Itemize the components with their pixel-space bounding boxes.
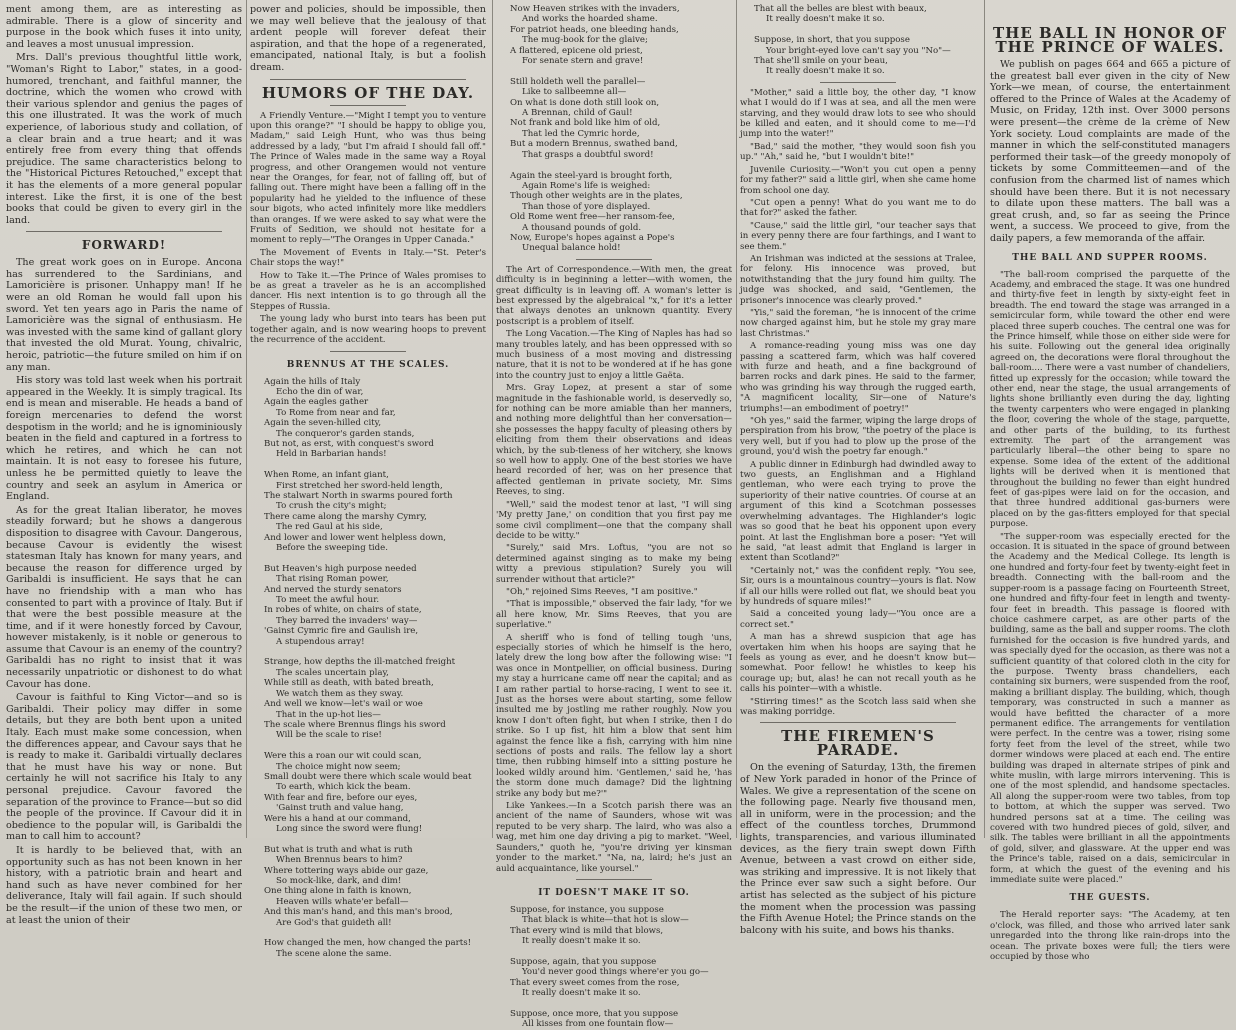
poem-line: That every sweet comes from the rose, xyxy=(510,977,680,988)
poem-line: Held in Barbarian hands! xyxy=(276,449,387,460)
paragraph: A Friendly Venture.—"Might I tempt you to venture upon this orange?" "I should be happy to oblige you, Madam," said Leigh Hunt, who was thus being addressed by a lady, "but I'm afraid I should fall off." The Prince of Wales made in the same way a Royal progress, and other Orangemen would not venture near the Oranges, for fear, not of falling off, but of falling out. There might have been a falling off in the popularity had he yielded to the influence of these sour bigots, who acted infinitely more like meddlers than oranges. If we were asked to say what were the Fruits of Sedition, we should not hesitate for a moment to reply—"The Oranges in Upper Canada." xyxy=(250,110,486,246)
paragraph: "The supper-room was especially erected for the occasion. It is situated in the space of ground between the Academy and the Medical College. Its length is one hundred and forty-four feet by twenty-eight feet in breadth. Connecting with the ball-room and the supper-room is a passage facing on Fourteenth Street, one hundred and fifty-four feet in length and twenty-four feet in breadth. This passage is floored with choice cashmere carpet, as are other parts of the building, same as the ball and supper rooms. The cloth furnished for the occasion is five hundred yards, and was specially dyed for the occasion, as there was not a sufficient quantity of that colored cloth in the city for the purpose. Twenty brass chandeliers, each containing six burners, were suspended from the roof, making a brilliant display. The building, which, though temporary, was constructed in such a manner as would have befitted the character of a more permanent edifice. The arrangements for ventilation were perfect. In the centre was a tower, rising some forty feet from the level of the street, while two dormer windows were placed at each end. The entire building was draped in alternate stripes of pink and white muslin, with large mirrors intervening. This is one of the most splendid, and handsome spectacles. All along the supper-room were two tables, from top to bottom, at which the supper was served. Two hundred persons sat at a time. The ceiling was covered with two hundred pieces of gold, silver, and silk. The tables were brilliant in all the appointments of gold, silver, and glassware. At the upper end was the Prince's table, raised on a dais, semicircular in form, at which the guest of the evening and his immediate suite were placed." xyxy=(990,531,1230,886)
poem-line: That all the belles are blest with beaux, xyxy=(754,4,927,14)
humors-items-continued xyxy=(496,265,732,874)
poem-line: How changed the men, how changed the parts! xyxy=(264,938,472,949)
paragraph: "The ball-room comprised the parquette of the Academy, and embraced the stage. It was one hundred and thirty-five feet in length by sixty-eight feet in breadth. The end toward the stage was arranged in a semicircular form, while toward the other end were placed three superb couches. The central one was for the Prince himself, while those on either side were for his suite. Following out the general idea originally agreed on, the decorations were floral throughout the ball-room.... There were a vast number of chandeliers, fitted up expressly for the occasion; while toward the other end, near the stage, the usual arrangements of lights shone brilliantly even during the day, lighting the twenty carpenters who were engaged in planking the floor, covering the whole of the stage, parquette, and other parts of the building, to its furthest extremity. The part of the arrangement was particularly liberal—the other being to spare no expense. Some idea of the extent of the additional lights will be derived when it is mentioned that throughout the building no fewer than eight hundred feet of gas-pipes were laid on for the occasion, and that three hundred additional gas-burners were placed on by the gas-fitters employed for that special purpose. xyxy=(990,269,1230,530)
poem-line: First stretched her sword-held length, xyxy=(276,480,443,491)
subheading-the-guests: THE GUESTS. xyxy=(1069,893,1151,904)
paragraph: How to Take it.—The Prince of Wales promises to be as great a traveler as he is an accomplished dancer. His next intention is to go through all the Steppes of Russia. xyxy=(250,270,486,312)
divider xyxy=(576,259,652,260)
poem-line: Where tottering ways abide our gaze, xyxy=(264,865,429,876)
article-ball-intro xyxy=(990,59,1230,245)
poem-line: We watch them as they sway. xyxy=(276,688,404,699)
paragraph: "Well," said the modest tenor at last, "I will sing 'My pretty Jane,' on condition that you first pay me some civil compliment—one that the company shall decide to be witty." xyxy=(496,499,732,541)
article-ball-rooms xyxy=(990,270,1230,886)
paragraph: A man has a shrewd suspicion that age has overtaken him when his hoops are saying that he feels as young as ever, and he doesn't know but—somewhat. Poor fellow! he whistles to keep his courage up; but, alas! he can not recall youth as he calls his pointer—with a whistle. xyxy=(740,632,976,695)
poem-line: For senate stern and grave! xyxy=(522,56,644,67)
humors-items xyxy=(250,111,486,346)
poem-line: The scale where Brennus flings his sword xyxy=(264,719,446,730)
poem-line: Unequal balance hold! xyxy=(522,243,621,254)
poem-line: All kisses from one fountain flow— xyxy=(522,1019,674,1030)
poem-line: Suppose, for instance, you suppose xyxy=(510,904,664,915)
poem-line: Not frank and bold like him of old, xyxy=(510,118,661,129)
article-ball-guests xyxy=(990,910,1230,962)
poem-line: Though other weights are in the plates, xyxy=(510,191,683,202)
article-heading-forward: FORWARD! xyxy=(81,238,167,253)
poem-line: That led the Cymric horde, xyxy=(522,128,640,139)
poem-line: In robes of white, on chairs of state, xyxy=(264,605,422,616)
poem-line: Again the steel-yard is brought forth, xyxy=(510,170,673,181)
poem-line: There came along the marshy Cymry, xyxy=(264,511,427,522)
paragraph: The young lady who burst into tears has been put together again, and is now wearing hoops to prevent the recurrence of the accident. xyxy=(250,314,486,346)
column-rule xyxy=(246,0,247,838)
column-5 xyxy=(990,4,1230,963)
poem-line: A stupendous array! xyxy=(276,636,365,647)
poem-line: With fear and fire, before our eyes, xyxy=(264,792,418,803)
paragraph: The great work goes on in Europe. Ancona has surrendered to the Sardinians, and Lamoricière is prisoner. Unhappy man! If he were an old Roman he would fall upon his sword. Yet ten years ago in Paris the name of Lamoricière was the signal of enthusiasm. He was invested with the same kind of gallant glory that invested the old Murat. Young, chivalric, heroic, patriotic—the future smiled on him if on any man. xyxy=(6,257,242,373)
subheading-ball-and-supper-rooms: THE BALL AND SUPPER ROOMS. xyxy=(1012,252,1208,263)
poem-line: The scene alone the same. xyxy=(276,948,392,959)
poem-line: The stalwart North in swarms poured forth xyxy=(264,490,453,501)
poem-line: For patriot heads, one bleeding hands, xyxy=(510,24,679,35)
poem-line: Were his a hand at our command, xyxy=(264,813,411,824)
article-forward-body xyxy=(6,257,242,926)
humors-items-continued xyxy=(740,88,976,718)
poem-line: When Rome, an infant giant, xyxy=(264,470,389,481)
poem-line: Still holdeth well the parallel— xyxy=(510,76,646,87)
divider xyxy=(26,231,222,232)
poem-line: You'd never good things where'er you go— xyxy=(522,967,709,978)
poem-line: Were this a roan our wit could scan, xyxy=(264,751,422,762)
poem-brennus-continued xyxy=(496,4,732,254)
poem-line: That in the up-hot lies— xyxy=(276,709,381,720)
poem-line: That rising Roman power, xyxy=(276,574,389,585)
poem-line: And nerved the sturdy senators xyxy=(264,584,402,595)
divider xyxy=(820,82,896,83)
poem-line: 'Gainst Cymric fire and Gaulish ire, xyxy=(264,626,419,637)
divider xyxy=(330,105,406,106)
poem-line: Old Rome went free—her ransom-fee, xyxy=(510,212,675,223)
poem-line: The red Gaul at his side, xyxy=(276,522,383,533)
poem-line: Long since the sword were flung! xyxy=(276,823,423,834)
poem-line: A flattered, epicene old priest, xyxy=(510,45,643,56)
paragraph: "Surely," said Mrs. Loftus, "you are not so determined against singing as to make my being witty a previous stipulation? Surely you will surrender without that article?" xyxy=(496,543,732,585)
poem-line: But not, as erst, with conquest's sword xyxy=(264,438,434,449)
paragraph: His story was told last week when his portrait appeared in the Weekly. It is simply tragical. Its end is mean and miserable. He heads a band of foreign mercenaries to defend the worst despotism in the world; and he is ignominiously beaten in the field and captured in a fortress to which he retires, and which he can not maintain. It is not easy to foresee his future, unless he be permitted quietly to leave the country and seek an asylum in America or England. xyxy=(6,375,242,503)
paragraph: "Certainly not," was the confident reply. "You see, Sir, ours is a mountainous country—yours is flat. Now if all our hills were rolled out flat, we should beat you by hundreds of square miles!" xyxy=(740,565,976,607)
paragraph: "Yis," said the foreman, "he is innocent of the crime now charged against him, but he stole my gray mare last Christmas." xyxy=(740,307,976,339)
poem-line: It really doesn't make it so. xyxy=(522,988,641,999)
poem-line: It really doesn't make it so. xyxy=(522,936,641,947)
poem-line: But a modern Brennus, swathed band, xyxy=(510,139,678,150)
paragraph: Juvenile Curiosity.—"Won't you cut open a penny for my father?" said a little girl, when she came home from school one day. xyxy=(740,164,976,196)
poem-line: And works the hoarded shame. xyxy=(522,14,658,25)
poem-line: Are God's that guideth all! xyxy=(276,917,392,928)
poem-line: To crush the city's might; xyxy=(276,501,387,512)
poem-line: The conqueror's garden stands, xyxy=(276,428,415,439)
poem-line: The mug-book for the glaive; xyxy=(522,35,648,46)
poem-line: And lower and lower went helpless down, xyxy=(264,532,446,543)
article-heading-humors: HUMORS OF THE DAY. xyxy=(261,83,475,102)
paragraph: "Cut open a penny! What do you want me to do that for?" asked the father. xyxy=(740,197,976,219)
poem-line: That grasps a doubtful sword! xyxy=(522,149,654,160)
poem-line: It really doesn't make it so. xyxy=(766,14,885,25)
poem-line: That every wind is mild that blows, xyxy=(510,925,664,936)
poem-line: Heaven wills whate'er befall— xyxy=(276,896,409,907)
column-3 xyxy=(496,4,732,1030)
paragraph: ment among them, are as interesting as admirable. There is a glow of sincerity and purpose in the book which fuses it into unity, and leaves a most unusual impression. xyxy=(6,4,242,50)
poem-brennus xyxy=(250,377,486,960)
poem-line: While still as death, with bated breath, xyxy=(264,678,434,689)
paragraph: We publish on pages 664 and 665 a picture of the greatest ball ever given in the city of New York—we mean, of course, the entertainment offered to the Prince of Wales at the Academy of Music, on Friday, 12th inst. Over 3000 persons were present—the crème de la crème of New York society. Loud complaints are made of the manner in which the self-constituted managers performed their task—of the greedy monopoly of tickets by some Committeemen—and of the confusion from the charmed list of names which should have been there. But it is not necessary to dilate upon these matters. The ball was a great crush, and, so far as seeing the Prince went, a success. We proceed to give, from the daily papers, a few memoranda of the affair. xyxy=(990,59,1230,244)
poem-line: Now, Europe's hopes against a Pope's xyxy=(510,232,675,243)
paragraph: "That is impossible," observed the fair lady, "for we all here know, Mr. Sims Reeves, that you are superlative." xyxy=(496,599,732,631)
paragraph: "Stirring times!" as the Scotch lass said when she was making porridge. xyxy=(740,696,976,717)
poem-line: 'Gainst truth and value hang, xyxy=(276,803,404,814)
poem-line: To earth, which kick the beam. xyxy=(276,782,411,793)
poem-line: That black is white—that hot is slow— xyxy=(522,915,689,926)
poem-line: The scales uncertain play, xyxy=(276,667,389,678)
paragraph: It is hardly to be believed that, with an opportunity such as has not been known in her history, with a patriotic brain and heart and hand such as have never combined for her deliverance, Italy will fail again. If such should be the result—if the union of these two men, or at least the union of their xyxy=(6,844,242,926)
column-1 xyxy=(6,4,242,926)
paragraph: The Herald reporter says: "The Academy, at ten o'clock, was filled, and those who arrived later sank unregarded into the throng like rain-drops into the ocean. The private boxes were full; the tiers were occupied by those who xyxy=(990,910,1230,963)
column-rule xyxy=(984,0,985,838)
poem-line: Suppose, in short, that you suppose xyxy=(754,35,910,46)
paragraph: "Mother," said a little boy, the other day, "I know what I would do if I was at sea, and all the men were starving, and they would draw lots to see who should be killed and eaten, and it should come to me—I'd jump into the water!" xyxy=(740,87,976,140)
column-4 xyxy=(740,4,976,936)
paragraph: A sheriff who is fond of telling tough 'uns, especially stories of which he himself is the hero, lately drew the long bow after the following wise: "I was once in Montpellier, on official business. During my stay a hurricane came off near the capital; and as I am rather partial to horse-racing, I went to see it. Just as the horses were about starting, some fellow insulted me by jostling me rather roughly. Now you know I don't often fight, but when I strike, then I do strike. So I up fist, hit him a blow that sent him against the fence like a fish, carrying with him nine sections of posts and rails. The fellow lay a short time, then rubbing himself into a sitting posture he looked wildly around him. 'Gentlemen,' said he, 'has the storm done much damage? Did the lightning strike any body but me?'" xyxy=(496,632,732,799)
poem-doesnt-make-it-so xyxy=(496,905,732,1030)
poem-line: Again the eagles gather xyxy=(264,397,369,408)
poem-line: It really doesn't make it so. xyxy=(766,66,885,77)
paragraph: Said a conceited young lady—"You once are a correct set." xyxy=(740,609,976,630)
poem-line: Your bright-eyed love can't say you "No"— xyxy=(766,45,951,56)
poem-heading-doesnt-make-it-so: IT DOESN'T MAKE IT SO. xyxy=(538,887,690,898)
poem-line: But what is truth and what is ruth xyxy=(264,844,413,855)
review-text xyxy=(6,4,242,226)
paragraph: Mrs. Gray Lopez, at present a star of some magnitude in the fashionable world, is deservedly so, for nothing can be more amiable than her manners, and nothing more delightful than her conversation—she possesses the happy faculty of pleasing others by eliciting from them their observations and ideas which, by the sub-tleness of her witchery, she knows so well how to apply. One of the best stories we have heard recorded of her, was on her presence that affected gentleman in private society, Mr. Sims Reeves, to sing. xyxy=(496,383,732,498)
poem-line: Again the hills of Italy xyxy=(264,376,361,387)
paragraph: "Oh," rejoined Sims Reeves, "I am positive." xyxy=(506,586,698,597)
poem-line: Suppose, again, that you suppose xyxy=(510,956,657,967)
paragraph: The Long Vacation.—The King of Naples has had so many troubles lately, and has been oppressed with so much business of a most moving and distressing nature, that it is not to be wondered at if he has gone into the country just to enjoy a little Gaëta. xyxy=(496,329,732,381)
poem-line: One thing alone in faith is known, xyxy=(264,886,412,897)
paragraph: Mrs. Dall's previous thoughtful little work, "Woman's Right to Labor," states, in a good-humored, trenchant, and faithful manner, the doctrine, which the women who crowd with their various splendor and genius the pages of this one illustrated. It was the work of much experience, of laborious study and collation, of a clear brain and a true heart; and it was entirely free from every thing that offends prejudice. The same characteristics belong to the "Historical Pictures Retouched," except that it has the elements of a more general popular interest. Like the first, it is one of the best books that could be given to every girl in the land. xyxy=(6,52,242,226)
poem-doesnt-make-it-so-continued xyxy=(740,4,976,77)
paragraph: power and policies, should be impossible, then we may well believe that the jealousy of that ardent people will forever defeat their aspiration, and that the hope of a regenerated, emancipated, national Italy, is but a foolish dream. xyxy=(250,4,486,73)
paragraph: An Irishman was indicted at the sessions at Tralee, for felony. His innocence was proved, but notwithstanding that the jury found him guilty. The judge was shocked, and said, "Gentlemen, the prisoner's innocence was clearly proved." xyxy=(740,253,976,306)
poem-line: To Rome from near and far, xyxy=(276,407,396,418)
poem-line: Again Rome's life is weighed: xyxy=(522,180,651,191)
poem-line: When Brennus bears to him? xyxy=(276,855,403,866)
paragraph: A romance-reading young miss was one day passing a scattered farm, which was half covered with furze and heath, and a fine background of barren rocks and dark pines. He said to the farmer, who was grinding his way through the rugged earth, "A magnificent locality, Sir—one of Nature's triumphs!—an embodiment of poetry!" xyxy=(740,341,976,414)
poem-line: To meet the awful hour. xyxy=(276,595,380,606)
poem-line: Suppose, once more, that you suppose xyxy=(510,1008,679,1019)
paragraph: "Cause," said the little girl, "our teacher says that in every penny there are four farthings, and I want to see them." xyxy=(740,220,976,252)
poem-line: Than those of yore displayed. xyxy=(522,201,651,212)
poem-line: Now Heaven strikes with the invaders, xyxy=(510,4,680,14)
paragraph: A public dinner in Edinburgh had dwindled away to two guests, an Englishman and a Highland gentleman, who were each trying to prove the superiority of their native countries. Of course at an argument of this kind a Scotchman possesses overwhelming advantages. The Highlander's logic was so good that he beat his opponent upon every point. At last the Englishman bore a poser: "Yet will he said, "at least admit that England is larger in extent than Scotland?" xyxy=(740,459,976,564)
poem-line: The choice might now seem; xyxy=(276,761,401,772)
column-2 xyxy=(250,4,486,959)
article-heading-ball: THE BALL IN HONOR OF THE PRINCE OF WALES. xyxy=(993,24,1227,56)
poem-line: That she'll smile on your beau, xyxy=(754,56,888,67)
article-heading-firemens-parade: THE FIREMEN'S PARADE. xyxy=(781,727,935,760)
paragraph: On the evening of Saturday, 13th, the firemen of New York paraded in honor of the Prince of Wales. We give a representation of the scene on the following page. Nearly five thousand men, all in uniform, were in the procession; and the effect of the countless torches, Drummond lights, transparencies, and various illuminated devices, as the fiery train swept down Fifth Avenue, between a vast crowd on either side, was striking and impressive. It is not likely that the Prince ever saw such a sight before. Our artist has selected as the subject of his picture the moment when the procession was passing the Fifth Avenue Hotel; the Prince stands on the balcony with his suite, and bows his thanks. xyxy=(740,762,976,936)
article-firemens-parade-body xyxy=(740,762,976,936)
poem-line: Strange, how depths the ill-matched freight xyxy=(264,657,456,668)
divider xyxy=(760,722,956,723)
poem-line: Like to sallbeemne all— xyxy=(522,87,627,98)
poem-line: So mock-like, dark, and dim! xyxy=(276,876,402,886)
divider xyxy=(330,351,406,352)
column-rule xyxy=(736,0,737,838)
poem-line: On what is done doth still look on, xyxy=(510,97,660,108)
poem-heading-brennus: BRENNUS AT THE SCALES. xyxy=(286,359,450,370)
poem-line: A thousand pounds of gold. xyxy=(522,222,642,233)
divider xyxy=(576,879,652,880)
poem-line: A Brennan, child of Gaul! xyxy=(522,108,633,119)
poem-line: But Heaven's high purpose needed xyxy=(264,563,417,574)
paragraph: Like Yankees.—In a Scotch parish there was an ancient of the name of Saunders, whose wit was reputed to be very sharp. The laird, who was also a wag, met him one day driving a pig to market. "Weel, Saunders," quoth he, "you're driving yer kinsman yonder to the market." "Na, na, laird; he's just an auld acquaintance, like yoursel." xyxy=(496,801,732,874)
poem-line: And well we know—let's wail or woe xyxy=(264,699,423,710)
paragraph: "Bad," said the mother, "they would soon fish you up." "Ah," said he, "but I wouldn't bite!" xyxy=(740,141,976,163)
poem-line: Before the sweeping tide. xyxy=(276,543,388,553)
poem-line: Echo the din of war, xyxy=(276,386,364,397)
poem-line: Again the seven-hilled city, xyxy=(264,418,382,429)
poem-line: Will be the scale to rise! xyxy=(276,730,382,741)
paragraph: As for the great Italian liberator, he moves steadily forward; but he shows a dangerous disposition to disagree with Cavour. Dangerous, because Cavour is evidently the wisest statesman Italy has known for many years, and because the reason for difference urged by Garibaldi is insufficient. He says that he can have no friendship with a man who has consented to part with a province of Italy. But if that were the best possible measure at the time, and if it were honestly forced by Cavour, however mistakenly, is it noble or generous to assume that Cavour is an enemy of the country? Garibaldi has no right to insist that it was necessarily unpatriotic or dishonest to do what Cavour has done. xyxy=(6,504,242,690)
divider xyxy=(270,79,466,80)
column-rule xyxy=(492,0,493,838)
paragraph: The Art of Correspondence.—With men, the great difficulty is in beginning a letter—with women, the great difficulty is in leaving off. A woman's letter is best expressed by the algebraical "x," for it's a letter that always denotes an unknown quantity. Every postscript is a problem of itself. xyxy=(496,264,732,327)
paragraph: "Oh yes," said the farmer, wiping the large drops of perspiration from his brow, "the poetry of the place is very well, but if you had to plow up the prose of the ground, you'd wish the poetry far enough." xyxy=(740,416,976,458)
paragraph: The Movement of Events in Italy.—"St. Peter's Chair stops the way!" xyxy=(250,247,486,269)
poem-line: Small doubt were there which scale would beat xyxy=(264,771,472,782)
poem-line: They barred the invaders' way— xyxy=(276,615,418,626)
poem-line: And this man's hand, and this man's brood, xyxy=(264,907,453,918)
paragraph: Cavour is faithful to King Victor—and so is Garibaldi. Their policy may differ in some details, but they are both bent upon a united Italy. Each must make some concession, when the differences appear, and Cavour says that he is ready to make it. Garibaldi virtually declares that he must have his way or none. But certainly he will not sacrifice his Italy to any personal prejudice. Cavour favored the separation of the province to France—but so did the people of the province. If Cavour did it in obedience to the popular will, is Garibaldi the man to call him to account? xyxy=(6,692,242,843)
